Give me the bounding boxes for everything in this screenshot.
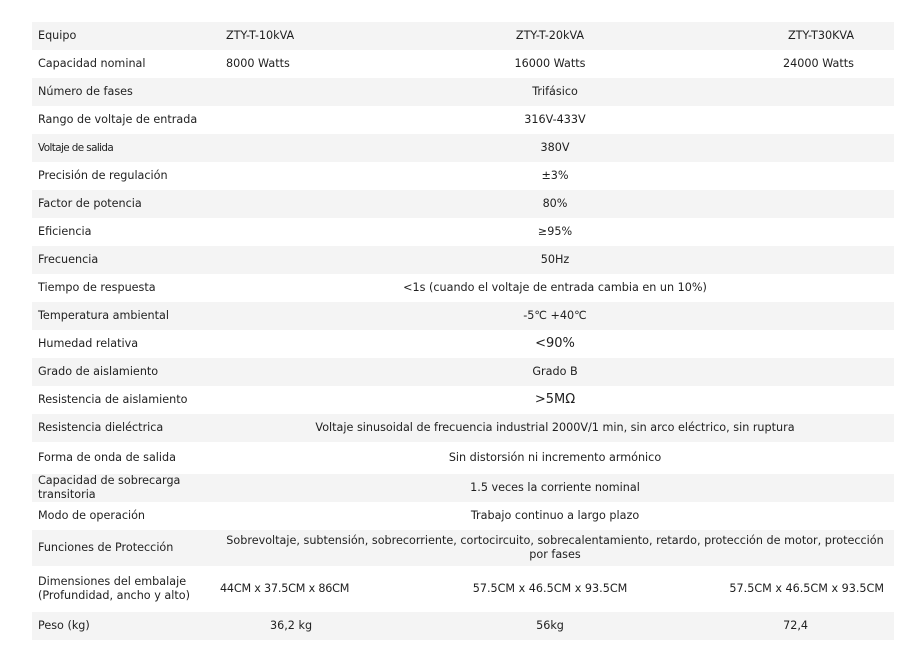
row-label: Número de fases (32, 78, 216, 106)
table-row (32, 246, 894, 274)
row-label: Precisión de regulación (38, 169, 168, 182)
table-row (32, 414, 894, 442)
row-label: Rango de voltaje de entrada (38, 113, 198, 126)
row-label: Resistencia dieléctrica (32, 414, 216, 442)
spec-table (32, 22, 894, 640)
model-20kva: ZTY-T-20kVA (394, 22, 706, 50)
row-value: Voltaje sinusoidal de frecuencia industrial 2000V/1 min, sin arco eléctrico, sin ruptura (216, 414, 894, 442)
row-value: -5℃ +40℃ (216, 302, 894, 330)
row-value: 316V-433V (524, 113, 586, 126)
model-10kva: ZTY-T-10kVA (216, 22, 394, 50)
row-label: Capacidad de sobrecarga transitoria (32, 474, 216, 502)
row-value: Sin distorsión ni incremento armónico (448, 451, 662, 464)
row-label (32, 566, 216, 612)
row-label: Tiempo de respuesta (38, 281, 156, 294)
row-label: Humedad relativa (38, 337, 139, 350)
row-value: Trabajo continuo a largo plazo (470, 509, 640, 522)
row-value: Sobrevoltaje, subtensión, sobrecorriente, cortocircuito, sobrecalentamiento, retardo, protección de motor, protección por fases (216, 530, 894, 566)
row-value: Trifásico (216, 78, 894, 106)
row-label: Modo de operación (38, 509, 146, 522)
table-row (32, 78, 894, 106)
row-value: 80% (216, 190, 894, 218)
table-row (32, 162, 894, 190)
dimensions-20kva: 57.5CM x 46.5CM x 93.5CM (472, 582, 628, 595)
row-label: Factor de potencia (32, 190, 216, 218)
table-row (32, 274, 894, 302)
row-value: <90% (535, 336, 575, 351)
row-label: Resistencia de aislamiento (38, 393, 188, 406)
dimensions-label-line1: Dimensiones del embalaje (38, 575, 187, 588)
table-row-header (32, 22, 894, 50)
capacity-20kva: 16000 Watts (514, 57, 586, 70)
table-row (32, 502, 894, 530)
capacity-30kva: 24000 Watts (783, 57, 854, 70)
row-value: ≥95% (537, 225, 573, 238)
table-row (32, 134, 894, 162)
row-label: Frecuencia (32, 246, 216, 274)
model-30kva: ZTY-T30KVA (706, 22, 894, 50)
table-row (32, 358, 894, 386)
table-row (32, 330, 894, 358)
row-label: Voltaje de salida (32, 134, 216, 162)
table-row (32, 474, 894, 502)
row-label: Temperatura ambiental (32, 302, 216, 330)
row-value: 50Hz (216, 246, 894, 274)
table-row-capacity (32, 50, 894, 78)
row-label: Eficiencia (38, 225, 92, 238)
table-row-dimensions (32, 566, 894, 612)
table-row (32, 106, 894, 134)
row-label: Equipo (32, 22, 216, 50)
row-value: 1.5 veces la corriente nominal (216, 474, 894, 502)
dimensions-30kva: 57.5CM x 46.5CM x 93.5CM (729, 582, 884, 595)
table-row (32, 386, 894, 414)
table-row (32, 442, 894, 474)
weight-20kva: 56kg (394, 612, 706, 640)
row-value: 380V (216, 134, 894, 162)
table-row (32, 218, 894, 246)
table-row-weight (32, 612, 894, 640)
table-row (32, 302, 894, 330)
row-value: <1s (cuando el voltaje de entrada cambia en un 10%) (403, 281, 707, 294)
dimensions-label-line2: (Profundidad, ancho y alto) (38, 589, 190, 602)
row-label: Funciones de Protección (32, 530, 216, 566)
row-label: Peso (kg) (32, 612, 216, 640)
table-row (32, 530, 894, 566)
weight-30kva: 72,4 (706, 612, 894, 640)
dimensions-10kva: 44CM x 37.5CM x 86CM (220, 582, 350, 595)
capacity-10kva: 8000 Watts (226, 57, 290, 70)
row-label: Forma de onda de salida (38, 451, 176, 464)
row-value: ±3% (541, 169, 569, 182)
row-value: >5MΩ (534, 392, 576, 407)
table-row (32, 190, 894, 218)
row-value: Grado B (216, 358, 894, 386)
weight-10kva: 36,2 kg (216, 612, 394, 640)
row-label: Grado de aislamiento (32, 358, 216, 386)
row-label: Capacidad nominal (38, 57, 146, 70)
